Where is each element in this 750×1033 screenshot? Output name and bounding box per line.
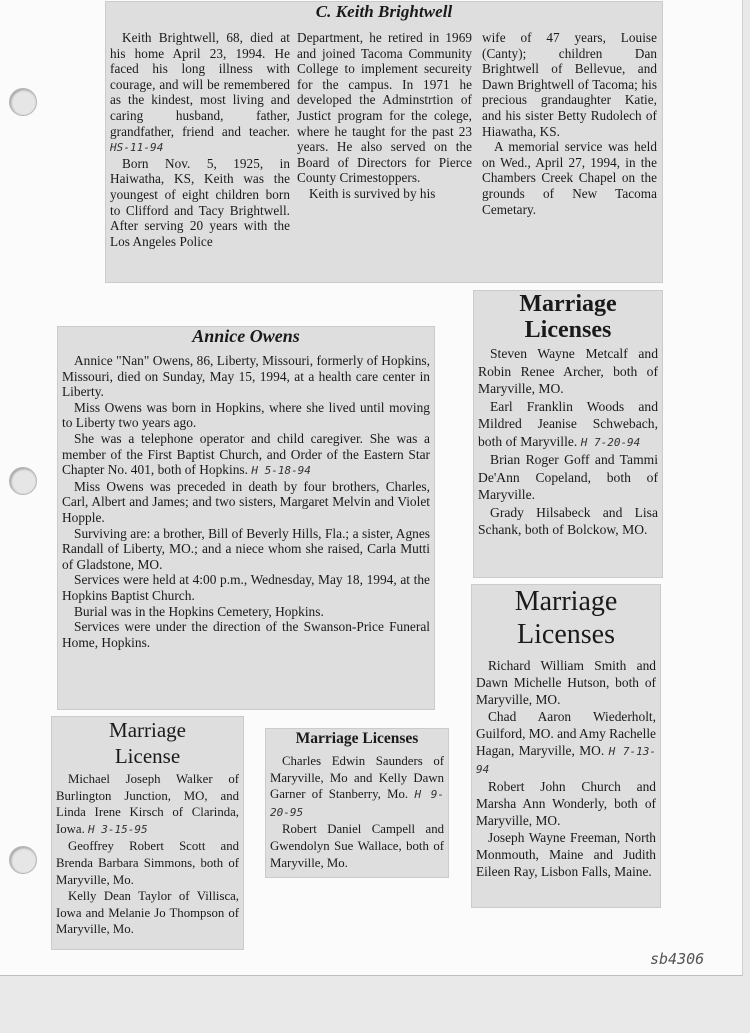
binder-hole <box>9 846 37 874</box>
license-entry: Robert John Church and Marsha Ann Wonderly, both of Maryville, MO. <box>476 779 656 828</box>
obituary-title: C. Keith Brightwell <box>315 2 453 21</box>
obituary-paragraph: Department, he retired in 1969 and joined Tacoma Community College to implement secureity for the campus. In 1971 he developed the Adminstrtion of Justict program for the colege, where he taught for the past 23 years. He also served on the Board of Directors for Pierce County Crimestoppers. <box>297 30 472 186</box>
entry-text: Earl Franklin Woods and Mildred Jeanise Schwebach, both of Maryville. <box>478 398 658 449</box>
license-entry: Grady Hilsabeck and Lisa Schank, both of Bolckow, MO. <box>478 504 658 537</box>
obituary-paragraph: A memorial service was held on Wed., April 27, 1994, in the Chambers Creek Chapel on the grounds of New Tacoma Cemetary. <box>482 139 657 217</box>
obituary-paragraph: wife of 47 years, Louise (Canty); children Dan Brightwell of Bellevue, and Dawn Brightwell of Tacoma; his precious grandaughter Katie, and his sister Betty Rudolech of Hiawatha, KS. <box>482 30 657 139</box>
paragraph-text: She was a telephone operator and child caregiver. She was a member of the First Baptist Church, and Order of the Eastern Star Chapter No. 401, both of Hopkins. <box>62 430 430 478</box>
obituary-paragraph: Born Nov. 5, 1925, in Haiwatha, KS, Keith was the youngest of eight children born to Clifford and Tacy Brightwell. After serving 20 years with the Los Angeles Police <box>110 155 290 249</box>
obituary-paragraph: Keith is survived by his <box>309 185 436 201</box>
catalog-number: sb4306 <box>650 950 705 968</box>
obituary-paragraph: Services were held at 4:00 p.m., Wednesday, May 18, 1994, at the Hopkins Baptist Church. <box>62 572 430 603</box>
handwritten-note: H 3-15-95 <box>87 822 148 836</box>
obituary-title: Annice Owens <box>192 326 300 346</box>
section-heading: License <box>114 744 181 768</box>
license-entry: Joseph Wayne Freeman, North Monmouth, Maine and Judith Eileen Ray, Lisbon Falls, Maine. <box>476 830 656 879</box>
license-entry: Brian Roger Goff and Tammi De'Ann Copeland, both of Maryville. <box>478 452 658 502</box>
entry-text: Chad Aaron Wiederholt, Guilford, MO. and Amy Rachelle Hagan, Maryville, MO. <box>476 709 656 758</box>
handwritten-note: H 7-20-94 <box>580 435 641 449</box>
license-entry: Richard William Smith and Dawn Michelle Hutson, both of Maryville, MO. <box>476 658 656 707</box>
section-heading: Marriage <box>109 718 186 742</box>
obituary-paragraph: Burial was in the Hopkins Cemetery, Hopkins. <box>74 603 324 619</box>
handwritten-note: HS-11-94 <box>110 141 164 155</box>
marriage-license-left <box>52 717 243 949</box>
license-entry <box>476 708 656 778</box>
license-entry: Steven Wayne Metcalf and Robin Renee Archer, both of Maryville, MO. <box>478 346 658 396</box>
obituary-paragraph: Surviving are: a brother, Bill of Beverly Hills, Fla.; a sister, Agnes Randall of Liberty, MO.; and a niece whom she raised, Carla Mutti of Gladstone, MO. <box>62 525 430 572</box>
obituary-paragraph: Miss Owens was preceded in death by four brothers, Charles, Carl, Albert and James; and two sisters, Margaret Melvin and Violet Hopple. <box>62 478 430 525</box>
license-entry <box>478 398 658 452</box>
obituary-owens <box>58 327 434 709</box>
entry-text: Michael Joseph Walker of Burlington Junction, MO, and Linda Irene Kirsch of Clarinda, Iowa. <box>56 772 239 836</box>
marriage-licenses-right-bottom <box>472 585 660 907</box>
paragraph-text: Keith Brightwell, 68, died at his home April 23, 1994. He faced his long illness with courage, and will be remembered as the kindest, most living and caring husband, father, grandfather, friend and teacher. <box>110 30 290 139</box>
license-entry: Geoffrey Robert Scott and Brenda Barbara Simmons, both of Maryville, Mo. <box>56 839 239 887</box>
obituary-paragraph <box>110 30 290 156</box>
obituary-paragraph: Miss Owens was born in Hopkins, where she lived until moving to Liberty two years ago. <box>62 399 430 431</box>
license-entry: Robert Daniel Campell and Gwendolyn Sue Wallace, both of Maryville, Mo. <box>270 822 444 870</box>
section-heading: Licenses <box>517 619 615 650</box>
section-heading: Marriage Licenses <box>295 730 419 747</box>
handwritten-note: H 7-13-94 <box>476 745 656 776</box>
binder-hole <box>9 467 37 495</box>
marriage-licenses-middle <box>266 729 448 877</box>
entry-text: Charles Edwin Saunders of Maryville, Mo and Kelly Dawn Garner of Stanberry, Mo. <box>270 754 444 802</box>
license-entry <box>56 771 239 838</box>
section-heading: Licenses <box>524 317 612 343</box>
marriage-licenses-right-top <box>474 291 662 577</box>
binder-hole <box>9 88 37 116</box>
obituary-paragraph <box>62 431 430 479</box>
obituary-brightwell <box>106 2 662 282</box>
obituary-paragraph: Annice "Nan" Owens, 86, Liberty, Missouri, formerly of Hopkins, Missouri, died on Sunday, May 15, 1994, at a health care center in Liberty. <box>62 353 430 400</box>
section-heading: Marriage <box>514 586 618 617</box>
section-heading: Marriage <box>519 291 617 317</box>
obituary-paragraph: Services were under the direction of the Swanson-Price Funeral Home, Hopkins. <box>62 619 430 650</box>
handwritten-note: H 5-18-94 <box>251 464 311 478</box>
license-entry <box>270 753 444 821</box>
license-entry: Kelly Dean Taylor of Villisca, Iowa and Melanie Jo Thompson of Maryville, Mo. <box>56 889 239 937</box>
handwritten-note: H 9-20-95 <box>270 788 445 819</box>
